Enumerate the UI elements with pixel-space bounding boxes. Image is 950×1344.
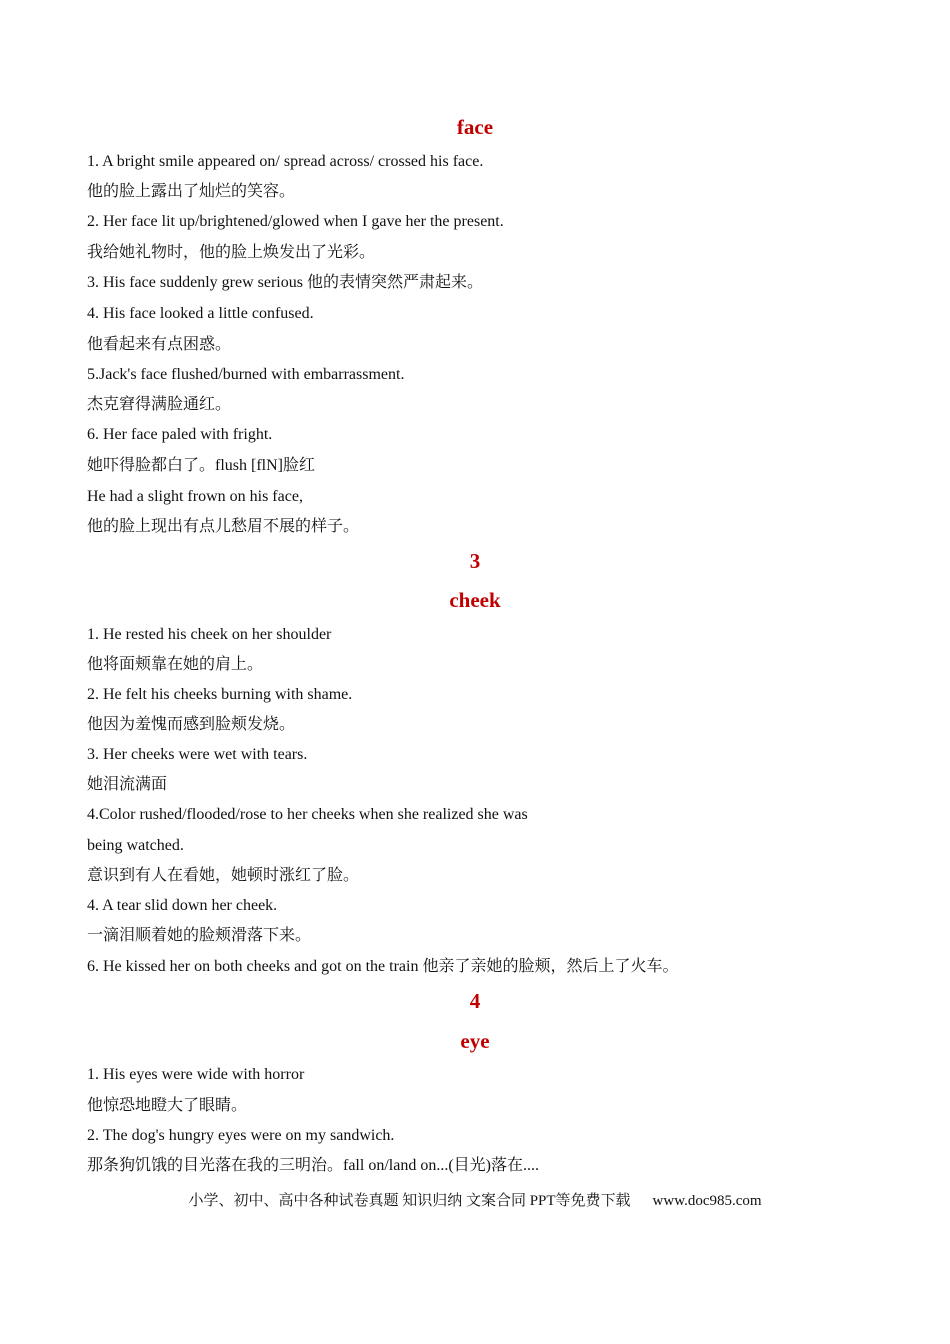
sentence-line: 1. A bright smile appeared on/ spread across/ crossed his face. (87, 153, 484, 170)
sentence-line: being watched. (87, 837, 184, 854)
sentence-line: 6. He kissed her on both cheeks and got on the train 他亲了亲她的脸颊，然后上了火车。 (87, 958, 679, 975)
sentence-line: 5.Jack's face flushed/burned with embarrassment. (87, 366, 405, 383)
translation-line: 他将面颊靠在她的肩上。 (87, 656, 264, 673)
section-title-eye: eye (460, 1029, 490, 1053)
section-number-3: 3 (469, 549, 481, 573)
translation-line: 他的脸上现出有点儿愁眉不展的样子。 (87, 518, 360, 535)
sentence-line: 3. His face suddenly grew serious 他的表情突然严肃起来。 (87, 274, 483, 291)
section-number-4: 4 (469, 989, 481, 1013)
translation-line: 他因为羞愧而感到脸颊发烧。 (87, 716, 296, 733)
sentence-line: 1. He rested his cheek on her shoulder (87, 626, 332, 643)
translation-line: 那条狗饥饿的目光落在我的三明治。fall on/land on...(目光)落在.... (87, 1157, 539, 1174)
sentence-line: 4. A tear slid down her cheek. (87, 897, 278, 914)
sentence-line: 6. Her face paled with fright. (87, 426, 273, 443)
translation-line: 杰克窘得满脸通红。 (87, 396, 232, 413)
sentence-line: 3. Her cheeks were wet with tears. (87, 746, 308, 763)
sentence-line: 4.Color rushed/flooded/rose to her cheeks when she realized she was (87, 806, 528, 823)
sentence-line: 4. His face looked a little confused. (87, 305, 314, 322)
footer-text: 小学、初中、高中各种试卷真题 知识归纳 文案合同 PPT等免费下载 (188, 1193, 631, 1209)
translation-line: 他看起来有点困惑。 (87, 336, 232, 353)
translation-line: 他的脸上露出了灿烂的笑容。 (87, 183, 296, 200)
translation-line: 意识到有人在看她，她顿时涨红了脸。 (87, 867, 360, 884)
translation-line: 她吓得脸都白了。flush [flN]脸红 (87, 457, 315, 474)
page-footer (0, 1190, 950, 1212)
sentence-line: 1. His eyes were wide with horror (87, 1066, 305, 1083)
translation-line: 一滴泪顺着她的脸颊滑落下来。 (87, 927, 312, 944)
sentence-line: He had a slight frown on his face, (87, 488, 303, 505)
sentence-line: 2. He felt his cheeks burning with shame. (87, 686, 353, 703)
sentence-line: 2. Her face lit up/brightened/glowed when I gave her the present. (87, 213, 504, 230)
section-title-face: face (456, 115, 494, 139)
translation-line: 她泪流满面 (87, 776, 168, 793)
translation-line: 我给她礼物时，他的脸上焕发出了光彩。 (87, 244, 376, 261)
translation-line: 他惊恐地瞪大了眼睛。 (87, 1097, 248, 1114)
section-title-cheek: cheek (449, 588, 501, 612)
sentence-line: 2. The dog's hungry eyes were on my sandwich. (87, 1127, 395, 1144)
footer-url-link[interactable]: www.doc985.com (652, 1193, 762, 1209)
